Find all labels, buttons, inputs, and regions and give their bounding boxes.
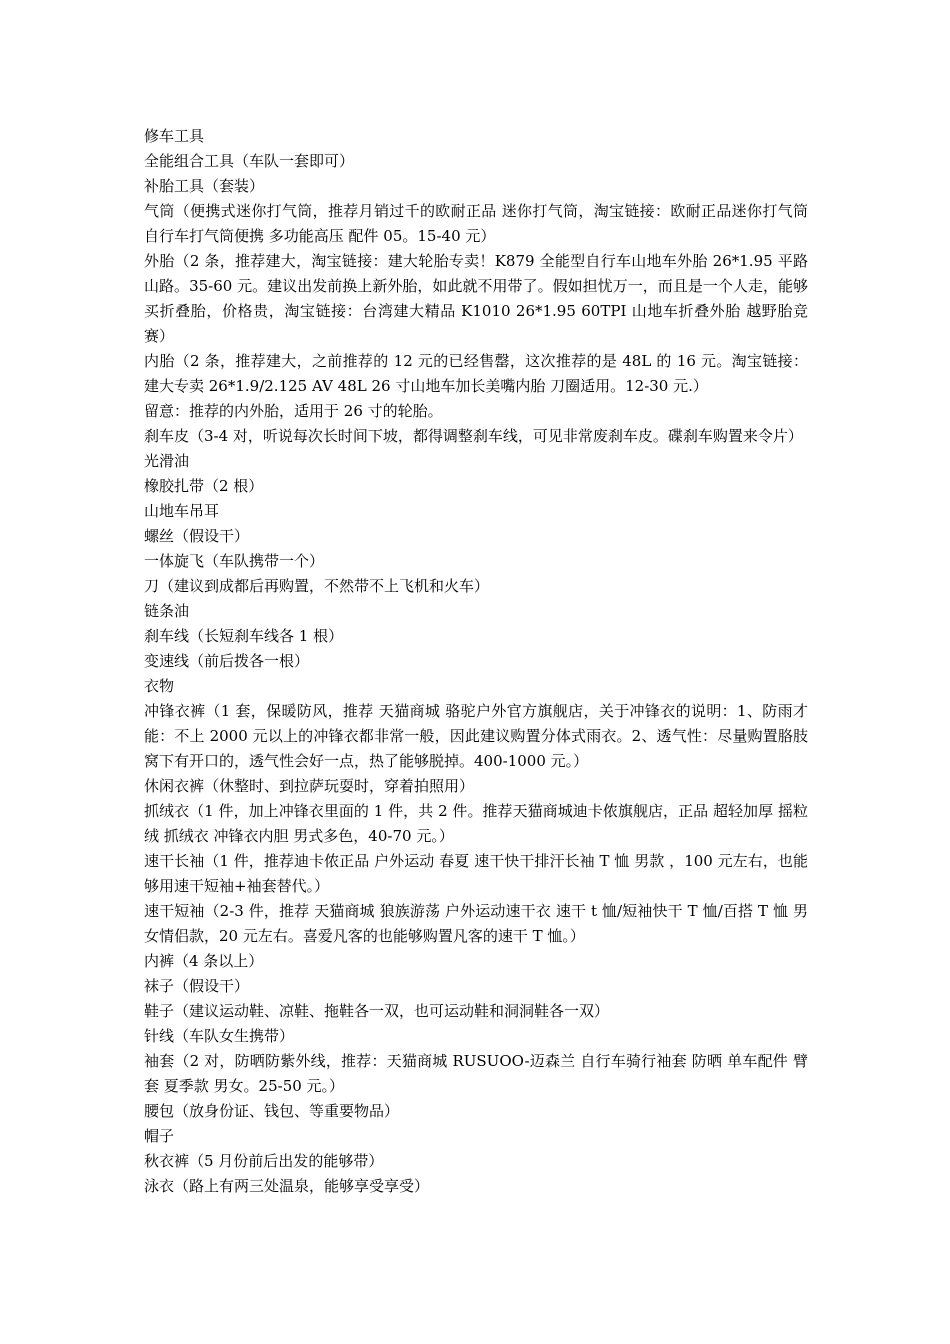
list-item: 休闲衣裤（休整时、到拉萨玩耍时，穿着拍照用） [144, 777, 475, 795]
list-item: 气筒（便携式迷你打气筒，推荐月销过千的欧耐正品 迷你打气筒，淘宝链接：欧耐正品迷你打气筒 自行车打气筒便携 多功能高压 配件 05。15-40 元） [144, 202, 808, 245]
list-item: 袜子（假设干） [144, 977, 250, 995]
list-item: 刀（建议到成都后再购置，不然带不上飞机和火车） [144, 577, 490, 595]
list-item: 帽子 [144, 1127, 175, 1145]
document-page [144, 124, 808, 1199]
list-item: 袖套（2 对，防晒防紫外线，推荐：天猫商城 RUSUOO-迈森兰 自行车骑行袖套 防晒 单车配件 臂套 夏季款 男女。25-50 元。） [144, 1052, 808, 1095]
list-item: 速干短袖（2-3 件，推荐 天猫商城 狼族游荡 户外运动速干衣 速干 t 恤/短袖快干 T 恤/百搭 T 恤 男 女情侣款，20 元左右。喜爱凡客的也能够购置凡客的速干 T 恤。） [144, 902, 808, 945]
list-item: 光滑油 [144, 452, 190, 470]
list-item: 螺丝（假设干） [144, 527, 250, 545]
list-item: 秋衣裤（5 月份前后出发的能够带） [144, 1152, 384, 1170]
list-item: 橡胶扎带（2 根） [144, 477, 264, 495]
heading-repair-tools: 修车工具 [144, 127, 205, 145]
list-item: 泳衣（路上有两三处温泉，能够享受享受） [144, 1177, 430, 1195]
list-item: 鞋子（建议运动鞋、凉鞋、拖鞋各一双，也可运动鞋和洞洞鞋各一双） [144, 1002, 610, 1020]
list-item: 一体旋飞（车队携带一个） [144, 552, 325, 570]
list-item: 全能组合工具（车队一套即可） [144, 152, 355, 170]
list-item: 抓绒衣（1 件，加上冲锋衣里面的 1 件，共 2 件。推荐天猫商城迪卡侬旗舰店，正品 超轻加厚 摇粒绒 抓绒衣 冲锋衣内胆 男式多色，40-70 元。） [144, 802, 808, 845]
list-item: 内裤（4 条以上） [144, 952, 264, 970]
list-item: 速干长袖（1 件，推荐迪卡侬正品 户外运动 春夏 速干快干排汗长袖 T 恤 男款 ，100 元左右，也能够用速干短袖+袖套替代。） [144, 852, 808, 895]
list-item: 变速线（前后拨各一根） [144, 652, 310, 670]
list-item: 刹车皮（3-4 对，听说每次长时间下坡，都得调整刹车线，可见非常废刹车皮。碟刹车购置来令片） [144, 427, 803, 445]
list-item: 山地车吊耳 [144, 502, 220, 520]
list-item: 外胎（2 条，推荐建大，淘宝链接：建大轮胎专卖！K879 全能型自行车山地车外胎 26*1.95 平路山路。35-60 元。建议出发前换上新外胎，如此就不用带了。假如担忧万一，而且是一个人走，能够买折叠胎，价格贵，淘宝链接：台湾建大精品 K1010 26*1.95 60TPI 山地车折叠外胎 越野胎竞赛） [144, 252, 808, 345]
list-item: 针线（车队女生携带） [144, 1027, 295, 1045]
list-item: 腰包（放身份证、钱包、等重要物品） [144, 1102, 400, 1120]
list-item: 刹车线（长短刹车线各 1 根） [144, 627, 344, 645]
list-item: 冲锋衣裤（1 套，保暖防风，推荐 天猫商城 骆驼户外官方旗舰店，关于冲锋衣的说明：1、防雨才能：不上 2000 元以上的冲锋衣都非常一般，因此建议购置分体式雨衣。2、透气性：尽量购置胳肢窝下有开口的，透气性会好一点，热了能够脱掉。400-1000 元。） [144, 702, 808, 770]
list-item: 补胎工具（套装） [144, 177, 265, 195]
list-item: 内胎（2 条，推荐建大，之前推荐的 12 元的已经售罄，这次推荐的是 48L 的 16 元。淘宝链接：建大专卖 26*1.9/2.125 AV 48L 26 寸山地车加长美嘴内胎 刀圈适用。12-30 元.） [144, 352, 808, 395]
note-text: 留意：推荐的内外胎，适用于 26 寸的轮胎。 [144, 402, 443, 420]
list-item: 链条油 [144, 602, 190, 620]
heading-clothing: 衣物 [144, 677, 175, 695]
